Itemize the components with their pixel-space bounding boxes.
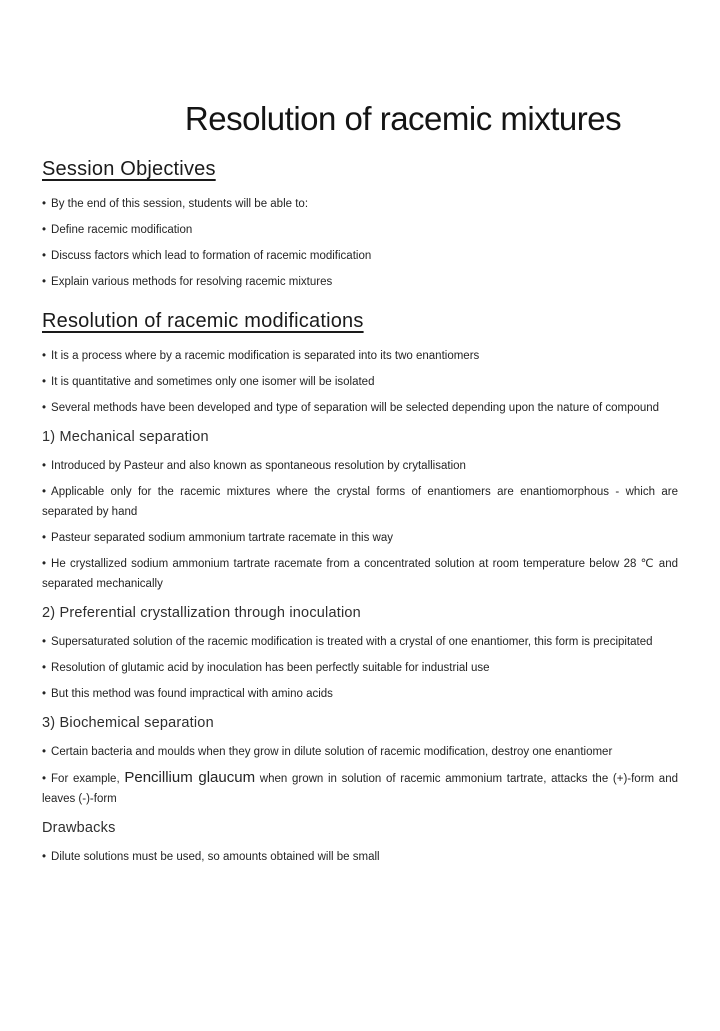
bullet-marker: •: [42, 486, 47, 498]
bullet-text: By the end of this session, students will be able to:: [51, 198, 309, 210]
bullet-item: [42, 684, 678, 704]
bullet-item: [42, 658, 678, 678]
bullet-text: Pasteur separated sodium ammonium tartrate racemate in this way: [51, 532, 393, 544]
subsection-heading-biochemical-separation: 3) Biochemical separation: [42, 715, 214, 731]
bullet-marker: •: [42, 532, 47, 544]
bullet-item: [42, 528, 678, 548]
bullet-text: Discuss factors which lead to formation of racemic modification: [51, 250, 372, 262]
bullet-text: Certain bacteria and moulds when they grow in dilute solution of racemic modification, destroy one enantiomer: [51, 746, 613, 758]
bullet-text: Supersaturated solution of the racemic modification is treated with a crystal of one enantiomer, this form is precipitated: [51, 636, 653, 648]
bullet-marker: •: [42, 376, 47, 388]
bullet-text-suffix: when grown in solution of racemic ammonium tartrate, attacks the (+)-form and leaves (-)-form: [42, 773, 678, 805]
section-heading-session-objectives: Session Objectives: [42, 158, 216, 180]
bullet-item: [42, 398, 678, 418]
bullet-item: [42, 632, 678, 652]
bullet-text: Explain various methods for resolving racemic mixtures: [51, 276, 333, 288]
bullet-marker: •: [42, 402, 47, 414]
bullet-item: [42, 194, 678, 214]
bullet-item: [42, 847, 678, 867]
bullet-marker: •: [42, 276, 47, 288]
bullet-marker: •: [42, 662, 47, 674]
bullet-text: Several methods have been developed and type of separation will be selected depending upon the nature of compound: [51, 402, 660, 414]
bullet-text-prefix: For example,: [51, 773, 125, 785]
bullet-text: Dilute solutions must be used, so amounts obtained will be small: [51, 851, 380, 863]
page-title: Resolution of racemic mixtures: [184, 100, 622, 137]
bullet-text: Define racemic modification: [51, 224, 193, 236]
bullet-item: [42, 742, 678, 762]
bullet-text: He crystallized sodium ammonium tartrate racemate from a concentrated solution at room temperature below 28 ℃ and separated mechanically: [42, 558, 678, 590]
bullet-item: [42, 768, 678, 809]
bullet-item: [42, 372, 678, 392]
bullet-marker: •: [42, 558, 47, 570]
bullet-marker: •: [42, 250, 47, 262]
species-name-emphasis: Pencillium glaucum: [124, 769, 256, 786]
bullet-text: Introduced by Pasteur and also known as spontaneous resolution by crytallisation: [51, 460, 466, 472]
section-heading-resolution-of-racemic-modifications: Resolution of racemic modifications: [42, 310, 364, 332]
bullet-item: [42, 272, 678, 292]
bullet-item: [42, 246, 678, 266]
bullet-marker: •: [42, 851, 47, 863]
bullet-text: Resolution of glutamic acid by inoculation has been perfectly suitable for industrial use: [51, 662, 490, 674]
bullet-marker: •: [42, 636, 47, 648]
bullet-text: It is a process where by a racemic modification is separated into its two enantiomers: [51, 350, 480, 362]
bullet-item: [42, 220, 678, 240]
bullet-text: Applicable only for the racemic mixtures where the crystal forms of enantiomers are enantiomorphous - which are separated by hand: [42, 486, 678, 518]
bullet-marker: •: [42, 198, 47, 210]
subsection-heading-preferential-crystallization: 2) Preferential crystallization through inoculation: [42, 605, 361, 621]
bullet-text: But this method was found impractical with amino acids: [51, 688, 333, 700]
bullet-item: [42, 482, 678, 522]
bullet-item: [42, 456, 678, 476]
bullet-marker: •: [42, 224, 47, 236]
bullet-marker: •: [42, 688, 47, 700]
bullet-marker: •: [42, 350, 47, 362]
document-page: [0, 100, 720, 867]
bullet-marker: •: [42, 746, 47, 758]
subsection-heading-mechanical-separation: 1) Mechanical separation: [42, 429, 209, 445]
bullet-marker: •: [42, 460, 47, 472]
subsection-heading-drawbacks: Drawbacks: [42, 820, 116, 836]
bullet-marker: •: [42, 773, 47, 785]
bullet-item: [42, 554, 678, 594]
bullet-item: [42, 346, 678, 366]
bullet-text: It is quantitative and sometimes only one isomer will be isolated: [51, 376, 375, 388]
